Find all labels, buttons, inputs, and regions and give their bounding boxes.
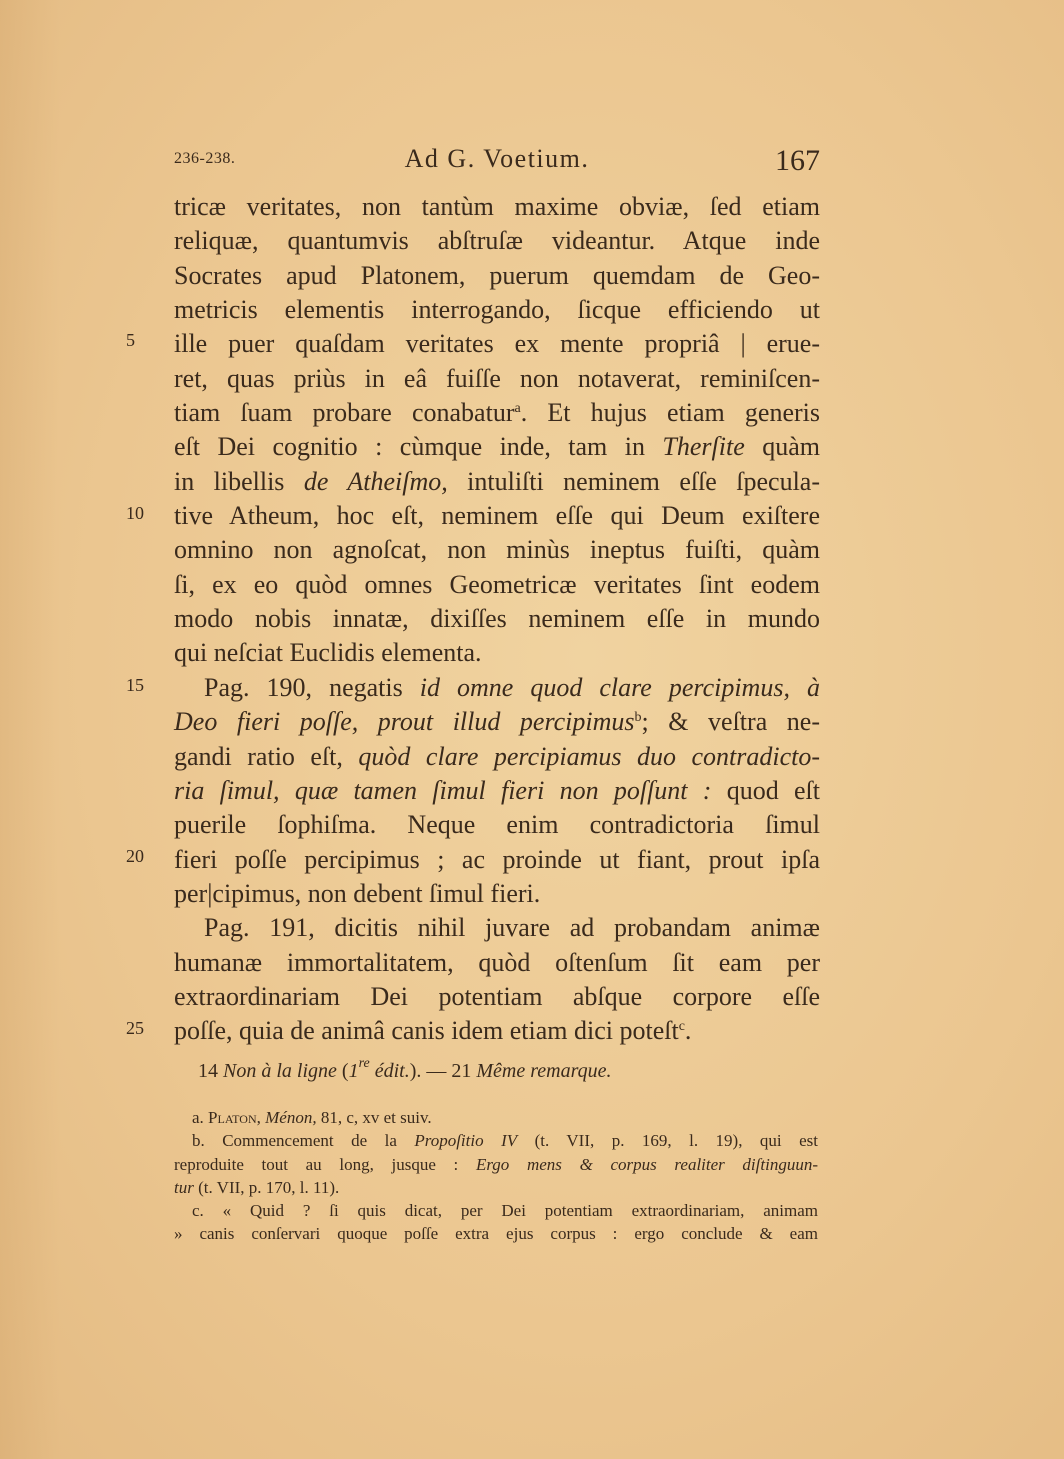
main-text [174, 190, 820, 1049]
variant-sup: re [358, 1056, 370, 1071]
page-number: 167 [775, 144, 820, 177]
text-line: Socrates apud Platonem, puerum quemdam de Geo- [174, 260, 820, 290]
work-title: Ménon, [260, 1108, 317, 1127]
running-header [174, 144, 820, 184]
line-number: 25 [126, 1018, 144, 1038]
text-line: extraordinariam Dei potentiam abſque corpore eſſe [174, 981, 820, 1011]
variant-text: ). — 21 [409, 1060, 477, 1082]
footnote-text: a. [192, 1108, 209, 1127]
text-run: . Et hujus etiam generis [520, 398, 820, 428]
text-line [174, 774, 820, 808]
italic-title: Therſite [662, 432, 745, 462]
text-run: in libellis [174, 466, 304, 496]
text-line: reliquæ, quantumvis abſtruſæ videantur. Atque inde [174, 226, 820, 256]
italic-quote: Deo fieri poſſe, prout illud percipimus [174, 707, 635, 737]
quote-italic: tur [174, 1177, 194, 1197]
footnote-ref-b: b [634, 710, 642, 726]
author-name: Platon, [208, 1108, 261, 1127]
text-line: fieri poſſe percipimus ; ac proinde ut fiant, prout ipſa [174, 844, 820, 874]
text-line: tricæ veritates, non tantùm maxime obviæ, ſed etiam [174, 192, 820, 221]
work-title: Propoſitio IV [414, 1131, 518, 1151]
variant-text: ( [336, 1060, 349, 1082]
text-run: . [684, 1016, 692, 1046]
line-number: 20 [126, 846, 144, 866]
text-run: Pag. 190, negatis [204, 672, 420, 702]
page-range: 236-238. [174, 150, 236, 167]
text-line [174, 396, 820, 430]
text-line: puerile ſophiſma. Neque enim contradictoria ſimul [174, 810, 820, 840]
footnote-ref-c: c [678, 1019, 685, 1035]
italic-quote: ria ſimul, quæ tamen ſimul fieri non poſſunt : [174, 775, 712, 805]
text-line: Pag. 191, dicitis nihil juvare ad probandam animæ [204, 913, 820, 943]
text-run: intuliſti neminem eſſe ſpecula- [447, 466, 821, 496]
variant-italic: 1 [348, 1060, 359, 1082]
text-line: humanæ immortalitatem, quòd oſtenſum ſit eam per [174, 947, 820, 977]
text-run: tiam ſuam probare conabatur [174, 398, 515, 428]
text-run: quod eſt [711, 775, 820, 805]
footnote-text: 81, c, xv et suiv. [316, 1108, 432, 1127]
line-number: 5 [126, 330, 135, 350]
text-run: gandi ratio eſt, [174, 741, 359, 771]
quote-italic: Ergo mens & corpus realiter diſtinguun- [475, 1154, 818, 1174]
text-line: qui neſciat Euclidis elementa. [174, 638, 482, 668]
text-line [174, 465, 820, 499]
running-title: Ad G. Voetium. [404, 144, 590, 173]
footnote-ref-a: a [514, 401, 521, 417]
text-line: per|cipimus, non debent ſimul fieri. [174, 878, 541, 908]
footnote-a [174, 1106, 818, 1129]
text-line [174, 430, 820, 464]
line-number: 10 [126, 503, 144, 523]
text-line: metricis elementis interrogando, ſicque efficiendo ut [174, 295, 820, 325]
text-line: ſi, ex eo quòd omnes Geometricæ veritates ſint eodem [174, 569, 820, 599]
text-line [174, 705, 820, 739]
footnote-b-line [174, 1153, 818, 1176]
variant-italic: Non à la ligne [223, 1060, 337, 1082]
text-line: omnino non agnoſcat, non minùs ineptus fuiſti, quàm [174, 535, 820, 565]
text-line [174, 740, 820, 774]
line-number: 15 [126, 675, 144, 695]
text-line: tive Atheum, hoc eſt, neminem eſſe qui Deum exiſtere [174, 501, 820, 531]
text-line: modo nobis innatæ, dixiſſes neminem eſſe in mundo [174, 604, 820, 634]
footnote-c-line: » canis conſervari quoque poſſe extra ejus corpus : ergo conclude & eam [174, 1224, 818, 1244]
footnote-b [174, 1129, 818, 1152]
italic-title: de Atheiſmo, [303, 466, 448, 496]
text-line [174, 671, 820, 705]
text-line [174, 1014, 820, 1048]
text-line: ret, quas priùs in eâ fuiſſe non notaverat, reminiſcen- [174, 363, 820, 393]
text-run: eſt Dei cognitio : cùmque inde, tam in [174, 432, 663, 462]
variant-text: 14 [198, 1060, 223, 1082]
text-run: quàm [744, 432, 820, 462]
variant-readings [198, 1056, 612, 1083]
variant-italic: édit. [369, 1060, 410, 1082]
text-line: ille puer quaſdam veritates ex mente propriâ | erue- [174, 329, 820, 359]
footnote-c: c. « Quid ? ſi quis dicat, per Dei potentiam extraordinariam, animam [192, 1201, 818, 1221]
text-run: ; & veſtra ne- [641, 707, 820, 737]
footnote-text: (t. VII, p. 169, l. 19), qui est [517, 1131, 819, 1151]
footnote-text: b. Commencement de la [192, 1131, 415, 1151]
footnotes [174, 1106, 818, 1246]
footnote-text: reproduite tout au long, jusque : [174, 1154, 476, 1174]
italic-quote: quòd clare percipiamus duo contradicto- [358, 741, 820, 771]
italic-quote: id omne quod clare percipimus, à [419, 672, 820, 702]
footnote-text: (t. VII, p. 170, l. 11). [193, 1177, 340, 1197]
text-run: poſſe, quia de animâ canis idem etiam dici poteſt [174, 1016, 679, 1046]
footnote-b-line [174, 1176, 818, 1199]
variant-italic: Même remarque. [476, 1060, 612, 1082]
